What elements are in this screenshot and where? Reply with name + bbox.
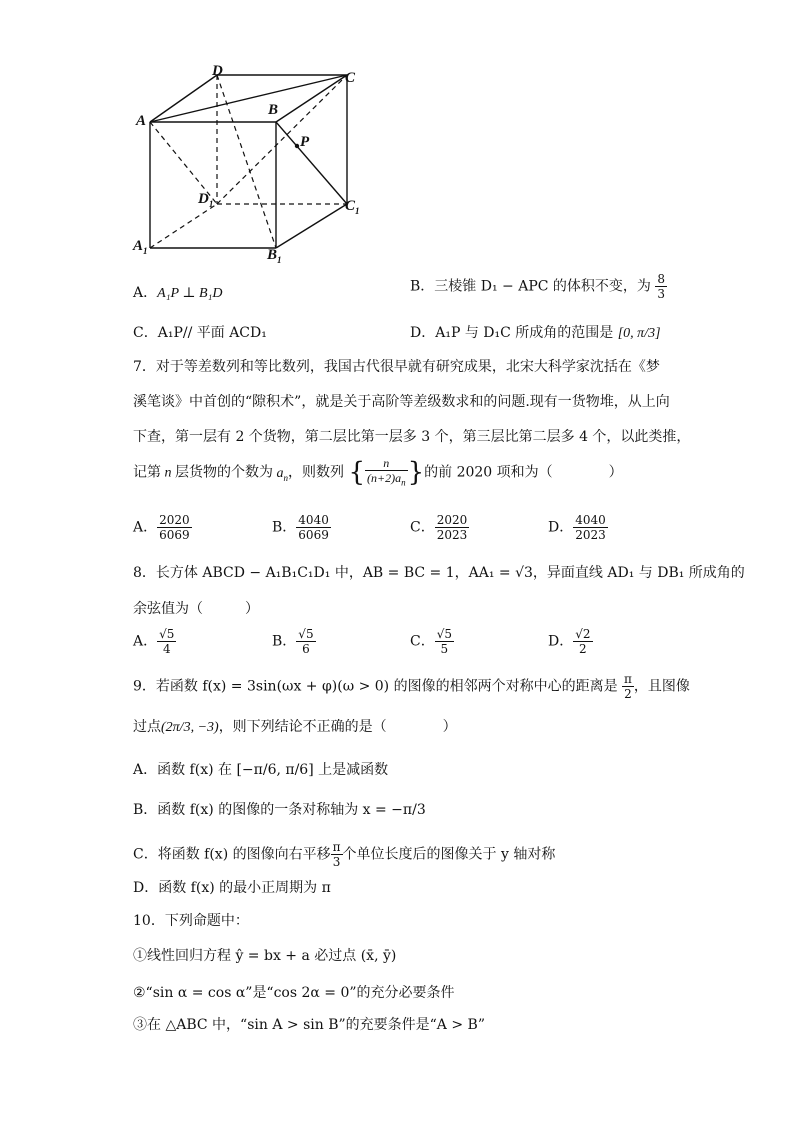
q7-option-a: A． $\frac{2020}{6069}$: [133, 513, 190, 542]
q9-option-d: D．函数 f(x) 的最小正周期为 π: [133, 880, 331, 896]
q6-option-a: A．A₁P ⊥ B₁D: [133, 285, 223, 301]
q10-item-1: ①线性回归方程 ŷ = bx + a 必过点 (x̄, ȳ): [133, 948, 397, 964]
q7-line-4: 记第 n 层货物的个数为 $a_n$，则数列 { $\frac{n}{(n+2)a_n}$ }的前 2020 项和为（ ）: [133, 456, 623, 488]
q6-option-b: B．三棱锥 D₁ − APC 的体积不变，为 $\frac{8}{3}$: [410, 272, 666, 301]
q7-line-2: 溪笔谈》中首创的“隙积术”，就是关于高阶等差级数求和的问题.现有一货物堆，从上向: [133, 394, 670, 410]
q7-option-c: C． $\frac{2020}{2023}$: [410, 513, 468, 542]
q8-option-d: D． $\frac{√2}{2}$: [548, 627, 591, 656]
q8-option-c: C． $\frac{√5}{5}$: [410, 627, 452, 656]
vertex-label-a: A: [136, 113, 147, 129]
q9-line-2: 过点(2π/3, −3)，则下列结论不正确的是（ ）: [133, 719, 457, 735]
q6-option-c: C．A₁P// 平面 ACD₁: [133, 325, 267, 341]
q9-option-a: A．函数 f(x) 在 [−π/6, π/6] 上是减函数: [133, 762, 389, 778]
vertex-label-a1: $A_1$: [133, 238, 148, 256]
q7-option-d: D． $\frac{4040}{2023}$: [548, 513, 606, 542]
cube-figure: [125, 60, 385, 270]
vertex-label-b: B: [268, 102, 279, 118]
vertex-label-c: C: [345, 70, 356, 86]
q7-line-3: 下查，第一层有 2 个货物，第二层比第一层多 3 个，第三层比第二层多 4 个，以此类推，: [133, 429, 691, 445]
vertex-label-p: P: [300, 134, 310, 150]
q9-option-b: B．函数 f(x) 的图像的一条对称轴为 x = −π/3: [133, 802, 426, 818]
vertex-label-d1: $D_1$: [198, 191, 214, 209]
vertex-label-c1: $C_1$: [345, 198, 360, 216]
q8-line-1: 8．长方体 ABCD − A₁B₁C₁D₁ 中，AB = BC = 1，AA₁ = √3，异面直线 AD₁ 与 DB₁ 所成角的: [133, 565, 745, 581]
q10-item-3: ③在 △ABC 中，“sin A > sin B”的充要条件是“A > B”: [133, 1017, 485, 1033]
q10-title: 10．下列命题中：: [133, 913, 249, 929]
vertex-label-d: D: [212, 63, 223, 79]
q6-option-d: D．A₁P 与 D₁C 所成角的范围是 [0, π/3]: [410, 325, 661, 341]
q7-line-1: 7．对于等差数列和等比数列，我国古代很早就有研究成果，北宋大科学家沈括在《梦: [133, 359, 660, 375]
q8-option-b: B． $\frac{√5}{6}$: [272, 627, 314, 656]
q10-item-2: ②“sin α = cos α”是“cos 2α = 0”的充分必要条件: [133, 985, 455, 1001]
q9-option-c: C．将函数 f(x) 的图像向右平移 $\frac{\pi}{3}$ 个单位长度后的图像关于 y 轴对称: [133, 840, 556, 869]
q8-option-a: A． $\frac{√5}{4}$: [133, 627, 175, 656]
q9-line-1: 9．若函数 f(x) = 3sin(ωx + φ)(ω > 0) 的图像的相邻两个对称中心的距离是 $\frac{\pi}{2}$ ，且图像: [133, 672, 690, 701]
point-p: [295, 144, 299, 148]
vertex-label-b1: $B_1$: [267, 247, 282, 265]
q7-option-b: B． $\frac{4040}{6069}$: [272, 513, 329, 542]
q8-line-2: 余弦值为（ ）: [133, 601, 259, 617]
